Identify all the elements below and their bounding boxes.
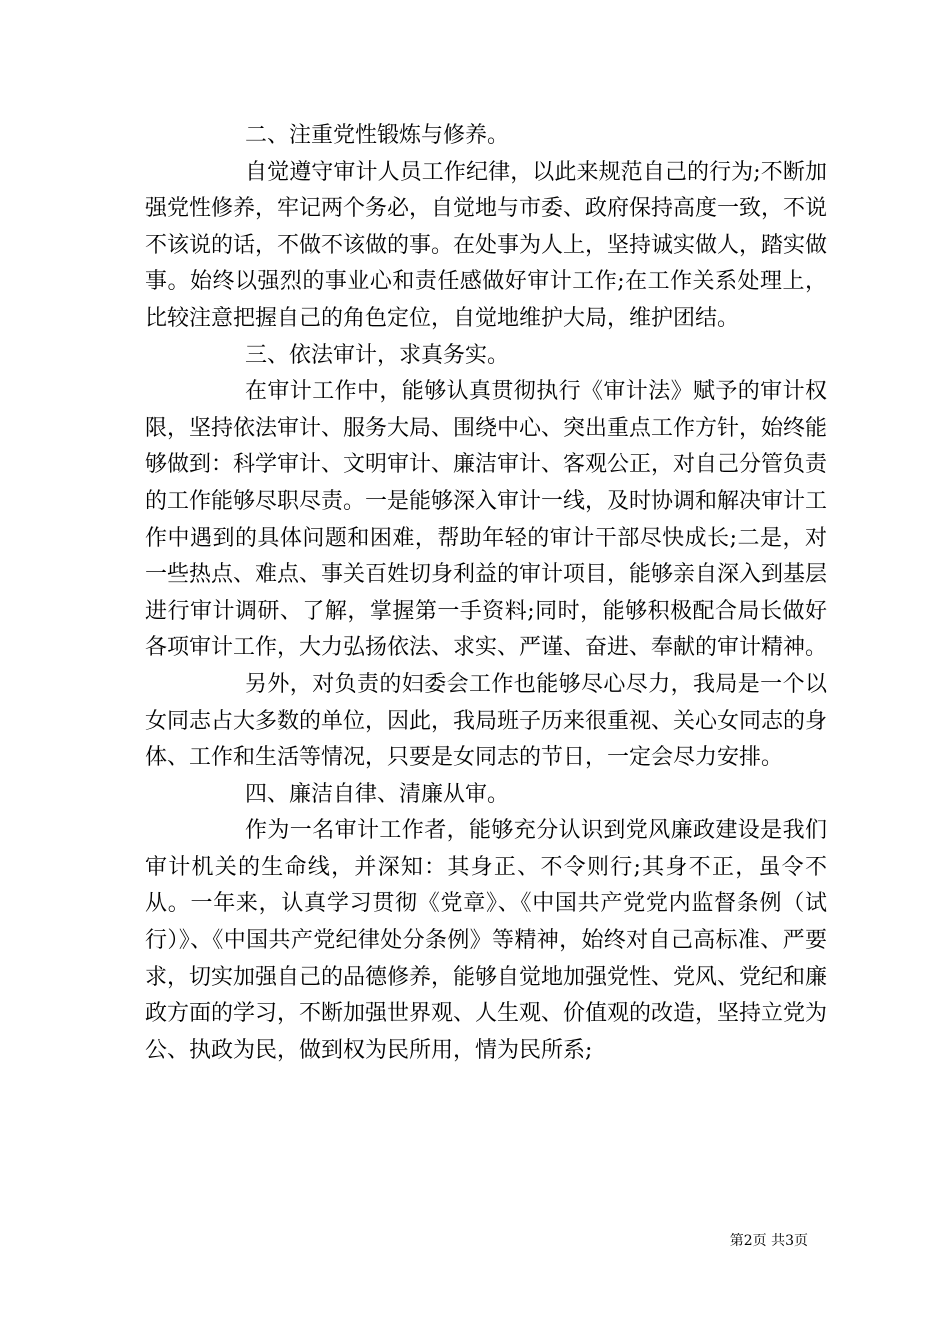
section-paragraph: 在审计工作中，能够认真贯彻执行《审计法》赋予的审计权限，坚持依法审计、服务大局、围绕中心、突出重点工作方针，始终能够做到：科学审计、文明审计、廉洁审计、客观公正，对自己分管负责的工作能够尽职尽责。一是能够深入审计一线，及时协调和解决审计工作中遇到的具体问题和困难，帮助年轻的审计干部尽快成长;二是，对一些热点、难点、事关百姓切身利益的审计项目，能够亲自深入到基层进行审计调研、了解，掌握第一手资料;同时，能够积极配合局长做好各项审计工作，大力弘扬依法、求实、严谨、奋进、奉献的审计精神。 <box>145 379 828 661</box>
page-number-footer: 第2页 共3页 <box>729 1233 808 1249</box>
section-paragraph: 自觉遵守审计人员工作纪律，以此来规范自己的行为;不断加强党性修养，牢记两个务必，自觉地与市委、政府保持高度一致，不说不该说的话，不做不该做的事。在处事为人上，坚持诚实做人，踏实做事。始终以强烈的事业心和责任感做好审计工作;在工作关系处理上，比较注意把握自己的角色定位，自觉地维护大局，维护团结。 <box>145 159 828 331</box>
section-heading: 二、注重党性锻炼与修养。 <box>245 123 510 148</box>
section-heading: 三、依法审计，求真务实。 <box>245 342 510 368</box>
section-paragraph: 另外，对负责的妇委会工作也能够尽心尽力，我局是一个以女同志占大多数的单位，因此，我局班子历来很重视、关心女同志的身体、工作和生活等情况，只要是女同志的节日，一定会尽力安排。 <box>145 671 828 771</box>
document-body <box>145 118 827 1069</box>
section-paragraph: 作为一名审计工作者，能够充分认识到党风廉政建设是我们审计机关的生命线，并深知：其身正、不令则行;其身不正，虽令不从。一年来，认真学习贯彻《党章》、《中国共产党党内监督条例（试行）》、《中国共产党纪律处分条例》等精神，始终对自己高标准、严要求，切实加强自己的品德修养，能够自觉地加强党性、党风、党纪和廉政方面的学习，不断加强世界观、人生观、价值观的改造，坚持立党为公、执政为民，做到权为民所用，情为民所系; <box>145 818 828 1063</box>
section-heading: 四、廉洁自律、清廉从审。 <box>245 781 510 807</box>
